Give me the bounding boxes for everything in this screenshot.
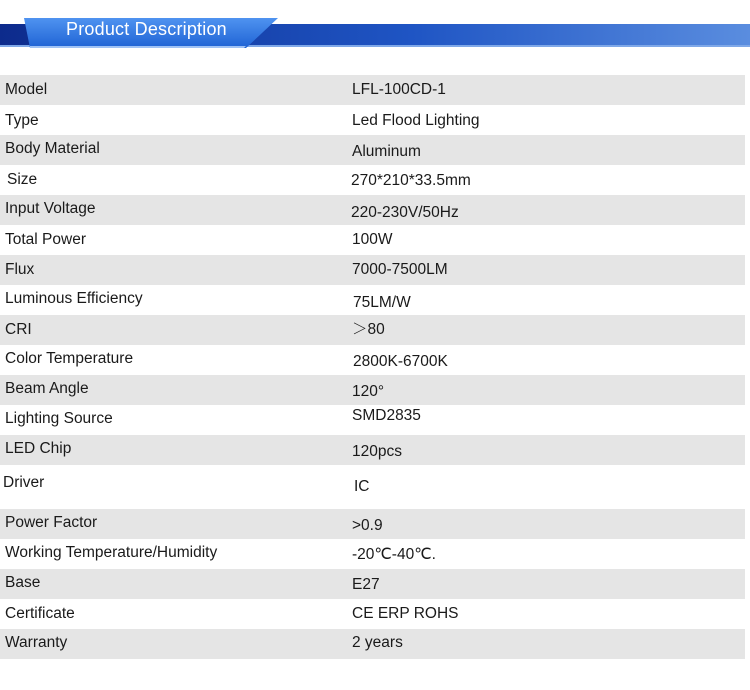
spec-value: 100W xyxy=(352,231,393,248)
table-row xyxy=(0,599,745,629)
spec-value: 2800K-6700K xyxy=(353,353,448,370)
spec-value: 7000-7500LM xyxy=(352,261,448,278)
table-row xyxy=(0,225,745,255)
spec-value: 120° xyxy=(352,383,385,400)
spec-label: Warranty xyxy=(5,634,68,651)
table-row xyxy=(0,285,745,315)
spec-value: SMD2835 xyxy=(352,407,421,424)
table-row xyxy=(0,509,745,539)
spec-value: ＞80 xyxy=(352,321,385,338)
spec-value: 270*210*33.5mm xyxy=(351,172,471,189)
spec-value: CE ERP ROHS xyxy=(352,605,459,622)
spec-label: CRI xyxy=(5,321,32,338)
table-row xyxy=(0,465,745,509)
spec-label: LED Chip xyxy=(5,440,72,457)
table-row xyxy=(0,569,745,599)
table-row xyxy=(0,375,745,405)
spec-value: 120pcs xyxy=(352,443,402,460)
spec-value: -20℃-40℃. xyxy=(352,546,436,563)
table-row xyxy=(0,75,745,105)
table-row xyxy=(0,315,745,345)
table-row xyxy=(0,629,745,659)
spec-label: Working Temperature/Humidity xyxy=(5,544,218,561)
spec-label: Power Factor xyxy=(5,514,98,531)
spec-label: Flux xyxy=(5,261,35,278)
spec-value: Led Flood Lighting xyxy=(352,112,480,129)
spec-label: Model xyxy=(5,81,48,98)
spec-table xyxy=(0,75,745,659)
spec-value: E27 xyxy=(352,576,380,593)
spec-label: Color Temperature xyxy=(5,350,134,367)
table-row xyxy=(0,135,745,165)
spec-label: Certificate xyxy=(5,605,75,622)
spec-label: Type xyxy=(5,112,39,129)
table-row xyxy=(0,435,745,465)
spec-value: Aluminum xyxy=(352,143,421,160)
spec-label: Base xyxy=(5,574,41,591)
table-row xyxy=(0,405,745,435)
spec-value: 2 years xyxy=(352,634,403,651)
spec-label: Luminous Efficiency xyxy=(5,290,143,307)
table-row xyxy=(0,255,745,285)
spec-label: Total Power xyxy=(5,231,86,248)
spec-label: Body Material xyxy=(5,140,100,157)
table-row xyxy=(0,345,745,375)
spec-label: Beam Angle xyxy=(5,380,89,397)
spec-value: 220-230V/50Hz xyxy=(351,204,459,221)
spec-label: Input Voltage xyxy=(5,200,96,217)
table-row xyxy=(0,539,745,569)
spec-value: IC xyxy=(354,478,370,495)
spec-label: Size xyxy=(7,171,38,188)
spec-value: 75LM/W xyxy=(353,294,411,311)
table-row xyxy=(0,195,745,225)
table-row xyxy=(0,105,745,135)
spec-value: >0.9 xyxy=(352,517,383,534)
spec-label: Driver xyxy=(3,474,45,491)
table-row xyxy=(0,165,745,195)
page-title: Product Description xyxy=(66,19,227,39)
spec-label: Lighting Source xyxy=(5,410,113,427)
spec-value: LFL-100CD-1 xyxy=(352,81,446,98)
